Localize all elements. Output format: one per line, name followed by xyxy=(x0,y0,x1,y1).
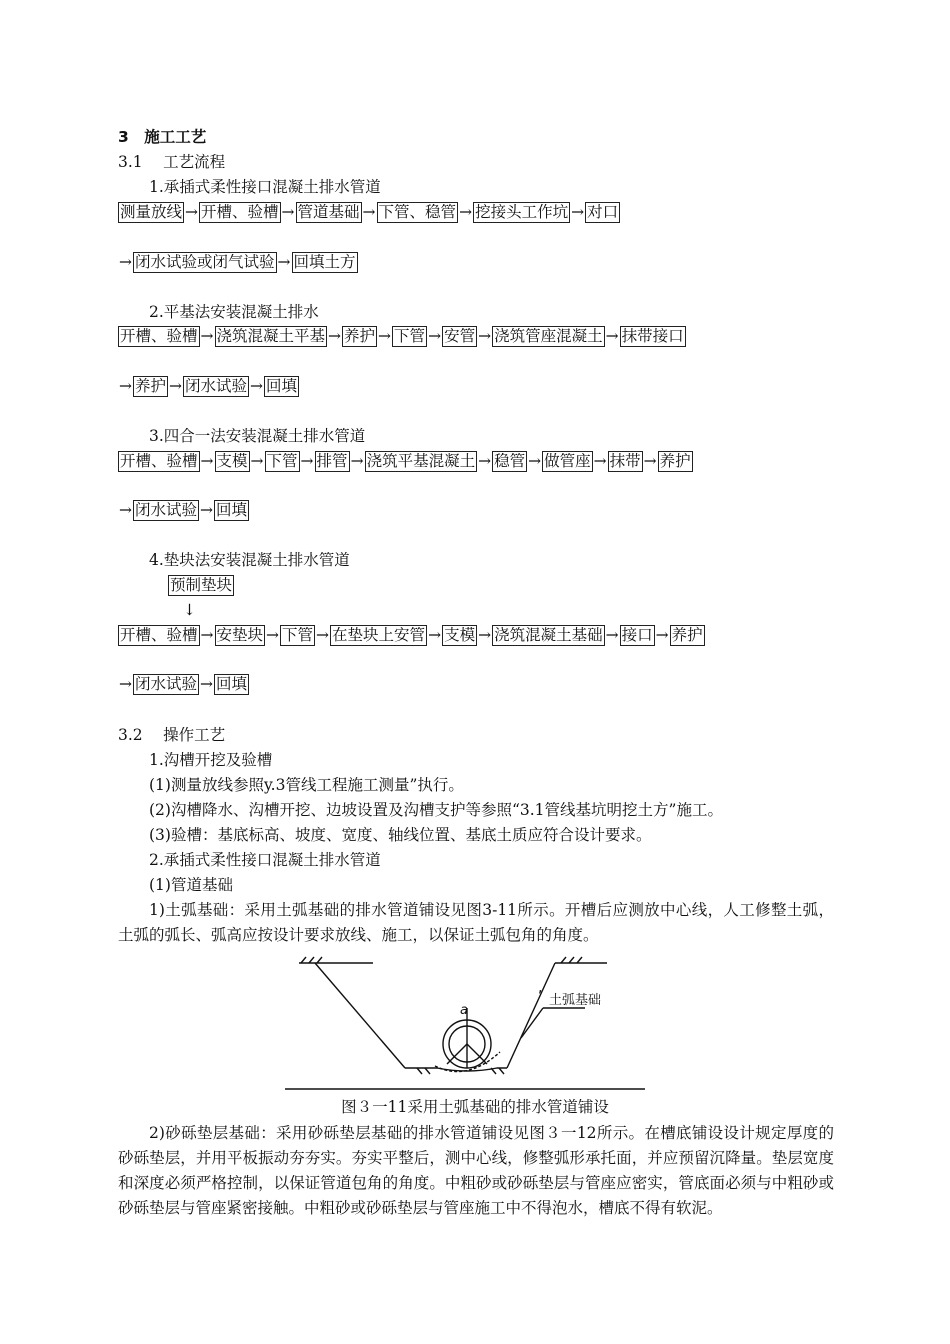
flow-step: 下管 xyxy=(266,452,298,470)
flow-step: 闭水试验 xyxy=(135,675,198,693)
text-line: (1)测量放线参照y.3管线工程施工测量”执行。 xyxy=(149,776,464,794)
subsection-title-3-2: 3.2 操作工艺 xyxy=(118,726,226,744)
arrow-right-icon: → xyxy=(478,327,492,345)
flow-step: 回填土方 xyxy=(293,253,356,271)
flow-step: 在垫块上安管 xyxy=(332,626,426,644)
flow3-row2 xyxy=(118,499,249,521)
text-line: 1.沟槽开挖及验槽 xyxy=(149,751,273,769)
arrow-right-icon: → xyxy=(266,626,280,644)
section-title: 3 施工工艺 xyxy=(118,128,207,146)
flow-step: 开槽、验槽 xyxy=(120,626,198,644)
flow2-row2 xyxy=(118,375,299,397)
flow-step: 稳管 xyxy=(494,452,526,470)
arrow-right-icon: → xyxy=(328,327,342,345)
flow-step: 排管 xyxy=(316,452,348,470)
arrow-right-icon: → xyxy=(528,452,542,470)
paragraph-earth-arc: 1)土弧基础：采用土弧基础的排水管道铺设见图3-11所示。开槽后应测放中心线，人工修整土弧，土弧的弧长、弧高应按设计要求放线、施工，以保证土弧包角的角度。 xyxy=(118,901,834,944)
flow-step: 开槽、验槽 xyxy=(201,203,279,221)
arrow-right-icon: → xyxy=(605,626,619,644)
arrow-right-icon: → xyxy=(185,203,199,221)
flow-step: 闭水试验 xyxy=(135,501,198,519)
flow-step: 管道基础 xyxy=(297,203,360,221)
arrow-right-icon: → xyxy=(169,377,183,395)
flow1-row2 xyxy=(118,251,358,273)
text-line: (2)沟槽降水、沟槽开挖、边坡设置及沟槽支护等参照“3.1管线基坑明挖土方”施工。 xyxy=(149,801,723,819)
flow-step: 养护 xyxy=(659,452,691,470)
flow-step: 养护 xyxy=(344,327,376,345)
down-arrow-icon: ↓ xyxy=(183,601,196,619)
flow-step: 安垫块 xyxy=(216,626,264,644)
flow3-heading: 3.四合一法安装混凝土排水管道 xyxy=(149,427,366,445)
earth-arc-label: 土弧基础 xyxy=(549,993,602,1008)
flow4-pre-step xyxy=(168,574,234,596)
flow4-row2 xyxy=(118,673,249,695)
arrow-right-icon: → xyxy=(119,501,132,519)
arrow-right-icon: → xyxy=(428,327,442,345)
arrow-right-icon: → xyxy=(643,452,657,470)
arrow-right-icon: → xyxy=(200,327,214,345)
flow-step: 测量放线 xyxy=(120,203,183,221)
flow-step: 安管 xyxy=(444,327,476,345)
text-line: 2.承插式柔性接口混凝土排水管道 xyxy=(149,851,381,869)
flow-step: 抹带 xyxy=(609,452,641,470)
flow2-heading: 2.平基法安装混凝土排水 xyxy=(149,303,319,321)
arrow-right-icon: → xyxy=(250,377,264,395)
arrow-right-icon: → xyxy=(378,327,392,345)
flow-step: 支模 xyxy=(216,452,248,470)
flow-step: 浇筑平基混凝土 xyxy=(366,452,476,470)
flow-step: 闭水试验或闭气试验 xyxy=(135,253,275,271)
arrow-right-icon: → xyxy=(428,626,442,644)
arrow-right-icon: → xyxy=(119,253,132,271)
svg-text:,: , xyxy=(538,980,543,996)
flow-step: 回填 xyxy=(266,377,298,395)
arrow-right-icon: → xyxy=(478,452,492,470)
flow-step: 闭水试验 xyxy=(185,377,248,395)
arrow-right-icon: → xyxy=(571,203,585,221)
flow-step: 浇筑混凝土基础 xyxy=(494,626,603,644)
arrow-right-icon: → xyxy=(655,626,669,644)
flow1-heading: 1.承插式柔性接口混凝土排水管道 xyxy=(149,178,381,196)
flow1-row1 xyxy=(118,201,620,223)
arrow-right-icon: → xyxy=(593,452,607,470)
arrow-right-icon: → xyxy=(200,675,214,693)
arrow-right-icon: → xyxy=(478,626,492,644)
angle-label: a xyxy=(460,1003,468,1018)
flow-step: 回填 xyxy=(216,501,248,519)
arrow-right-icon: → xyxy=(277,253,291,271)
flow4-row1 xyxy=(118,624,705,646)
figure-caption: 图３一11采用土弧基础的排水管道铺设 xyxy=(341,1098,609,1116)
arrow-right-icon: → xyxy=(119,377,132,395)
arrow-right-icon: → xyxy=(119,675,132,693)
flow-step: 接口 xyxy=(621,626,653,644)
flow-step: 挖接头工作坑 xyxy=(475,203,569,221)
flow-step: 下管 xyxy=(282,626,314,644)
text-line: (3)验槽：基底标高、坡度、宽度、轴线位置、基底土质应符合设计要求。 xyxy=(149,826,652,844)
flow-step: 下管、稳管 xyxy=(378,203,457,221)
subsection-title-3-1: 3.1 工艺流程 xyxy=(118,153,226,171)
arrow-right-icon: → xyxy=(605,327,619,345)
flow-step: 开槽、验槽 xyxy=(120,327,198,345)
arrow-right-icon: → xyxy=(200,452,214,470)
flow-step: 回填 xyxy=(216,675,248,693)
arrow-right-icon: → xyxy=(300,452,314,470)
figure-3-11 xyxy=(285,948,645,1093)
flow3-row1 xyxy=(118,450,693,472)
flow4-heading: 4.垫块法安装混凝土排水管道 xyxy=(149,551,350,569)
text-line: (1)管道基础 xyxy=(149,876,233,894)
arrow-right-icon: → xyxy=(200,501,214,519)
paragraph-gravel-bed: 2)砂砾垫层基础：采用砂砾垫层基础的排水管道铺设见图３一12所示。在槽底铺设设计规定厚度的砂砾垫层，并用平板振动夯夯实。夯实平整后，测中心线，修整弧形承托面，并应预留沉降量。垫层宽度和深度必须严格控制，以保证管道包角的角度。中粗砂或砂砾垫层与管座应密实，管底面必须与中粗砂或砂砾垫层与管座紧密接触。中粗砂或砂砾垫层与管座施工中不得泡水，槽底不得有软泥。 xyxy=(118,1124,834,1217)
arrow-right-icon: → xyxy=(316,626,330,644)
flow-step: 浇筑管座混凝土 xyxy=(494,327,603,345)
arrow-right-icon: → xyxy=(250,452,264,470)
arrow-right-icon: → xyxy=(281,203,295,221)
arrow-right-icon: → xyxy=(459,203,473,221)
flow-step: 支模 xyxy=(444,626,476,644)
flow-step: 养护 xyxy=(671,626,703,644)
flow-step: 开槽、验槽 xyxy=(120,452,198,470)
flow-step: 对口 xyxy=(587,203,619,221)
flow-step: 下管 xyxy=(394,327,426,345)
flow-step: 抹带接口 xyxy=(621,327,684,345)
flow-step: 养护 xyxy=(135,377,167,395)
arrow-right-icon: → xyxy=(200,626,214,644)
flow-step: 预制垫块 xyxy=(170,576,233,594)
flow-step: 浇筑混凝土平基 xyxy=(216,327,326,345)
flow-step: 做管座 xyxy=(544,452,591,470)
flow2-row1 xyxy=(118,325,686,347)
arrow-right-icon: → xyxy=(350,452,364,470)
arrow-right-icon: → xyxy=(362,203,376,221)
